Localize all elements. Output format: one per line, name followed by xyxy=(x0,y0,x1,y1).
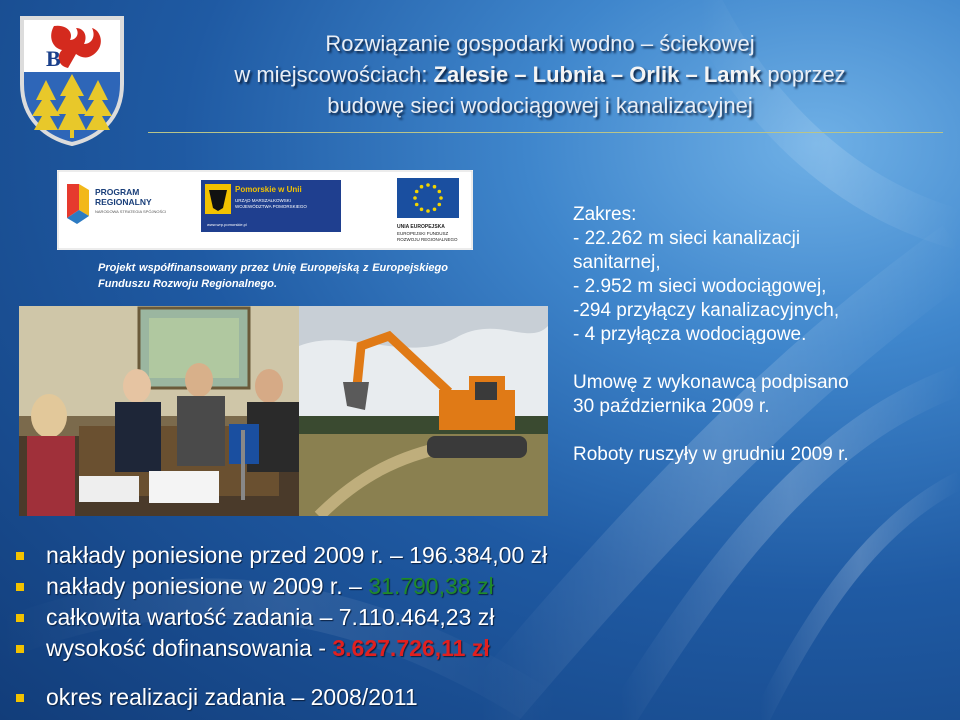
eu-star-icon xyxy=(420,185,424,189)
contract-line-2: 30 października 2009 r. xyxy=(573,396,770,417)
bullet-green-value: 31.790,38 zł xyxy=(368,573,494,599)
scope-info xyxy=(573,203,943,467)
bullet-item xyxy=(16,682,716,713)
eu-star-icon xyxy=(433,208,437,212)
title-divider xyxy=(148,132,943,133)
program-line2: REGIONALNY xyxy=(95,197,152,207)
scope-heading: Zakres: xyxy=(573,204,637,225)
logos-graphic xyxy=(57,170,473,250)
scope-line-4: -294 przyłączy kanalizacyjnych, xyxy=(573,300,840,321)
title-locations: Zalesie – Lubnia – Orlik – Lamk xyxy=(433,62,762,87)
title-line-2-suffix: poprzez xyxy=(761,62,846,87)
eu-star-icon xyxy=(415,190,419,194)
pomorskie-line2: WOJEWÓDZTWA POMORSKIEGO xyxy=(235,204,307,209)
eu-star-icon xyxy=(433,185,437,189)
eu-star-icon xyxy=(426,183,430,187)
contract-line-1: Umowę z wykonawcą podpisano xyxy=(573,372,849,393)
title-line-2-prefix: w miejscowościach: xyxy=(234,62,434,87)
bullet-text: okres realizacji zadania – 2008/2011 xyxy=(46,684,418,710)
eu-logos-banner xyxy=(57,170,473,250)
scope-line-5: - 4 przyłącza wodociągowe. xyxy=(573,324,807,345)
pomorskie-url: www.wrp.pomorskie.pl xyxy=(207,222,247,227)
cofinancing-caption: Projekt współfinansowany przez Unię Europejską z Europejskiego Funduszu Rozwoju Regionalnego. xyxy=(98,262,448,290)
bullet-text: całkowita wartość zadania – 7.110.464,23 zł xyxy=(46,604,495,630)
program-line1: PROGRAM xyxy=(95,187,140,197)
financial-bullets xyxy=(16,540,716,713)
scope-line-1: - 22.262 m sieci kanalizacji xyxy=(573,228,801,249)
bullet-item xyxy=(16,540,716,571)
bullet-item xyxy=(16,602,716,633)
slide-title xyxy=(140,28,940,121)
bullet-item xyxy=(16,571,716,602)
pomorskie-logo xyxy=(201,180,341,232)
title-line-1: Rozwiązanie gospodarki wodno – ściekowej xyxy=(325,31,755,56)
bullet-square-icon xyxy=(16,583,24,591)
eu-star-icon xyxy=(438,203,442,207)
bullet-square-icon xyxy=(16,694,24,702)
program-line3: NARODOWA STRATEGIA SPÓJNOŚCI xyxy=(95,209,167,214)
ue-line1: UNIA EUROPEJSKA xyxy=(397,224,445,230)
coat-of-arms-logo xyxy=(18,14,126,146)
eu-star-icon xyxy=(420,208,424,212)
eu-star-icon xyxy=(426,209,430,213)
scope-line-3: - 2.952 m sieci wodociągowej, xyxy=(573,276,827,297)
eu-star-icon xyxy=(413,196,417,200)
bullet-text: nakłady poniesione przed 2009 r. – 196.384,00 zł xyxy=(46,542,548,568)
title-line-3: budowę sieci wodociągowej i kanalizacyjnej xyxy=(327,93,753,118)
eu-star-icon xyxy=(415,203,419,207)
bullet-item xyxy=(16,633,716,664)
bullet-square-icon xyxy=(16,614,24,622)
bullet-red-value: 3.627.726,11 zł xyxy=(332,635,490,661)
pomorskie-title: Pomorskie w Unii xyxy=(235,185,302,194)
signing-meeting-photo xyxy=(19,306,299,516)
ue-line3: ROZWOJU REGIONALNEGO xyxy=(397,237,458,242)
eu-star-icon xyxy=(439,196,443,200)
bullet-square-icon xyxy=(16,645,24,653)
svg-text:B: B xyxy=(46,46,61,71)
scope-line-2: sanitarnej, xyxy=(573,252,661,273)
bullet-square-icon xyxy=(16,552,24,560)
bullet-text: wysokość dofinansowania - xyxy=(46,635,333,661)
excavator-photo xyxy=(299,306,548,516)
works-start: Roboty ruszyły w grudniu 2009 r. xyxy=(573,444,849,465)
eu-star-icon xyxy=(438,190,442,194)
title-line-2 xyxy=(140,59,940,90)
ue-line2: EUROPEJSKI FUNDUSZ xyxy=(397,231,449,236)
pomorskie-line1: URZĄD MARSZAŁKOWSKI xyxy=(235,198,292,203)
bullet-text: nakłady poniesione w 2009 r. – xyxy=(46,573,369,599)
